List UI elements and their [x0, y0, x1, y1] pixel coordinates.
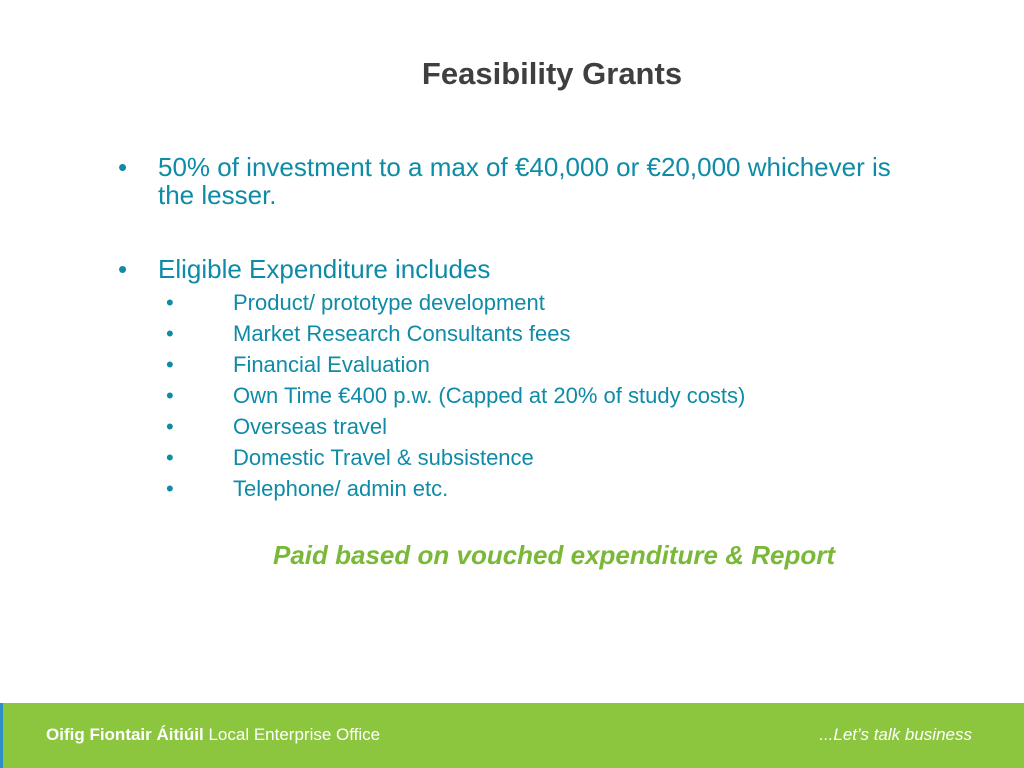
list-item-text: Domestic Travel & subsistence	[233, 445, 534, 470]
list-item	[118, 442, 898, 473]
list-item	[118, 349, 898, 380]
footer-org-english: Local Enterprise Office	[208, 725, 381, 744]
footer-tagline: ...Let’s talk business	[819, 725, 972, 744]
bullet-marker: •	[166, 476, 174, 501]
footer-bar	[0, 703, 1024, 768]
bullet-eligible-expenditure	[118, 255, 898, 283]
footer-org-name	[46, 725, 380, 745]
bullet-investment	[118, 153, 898, 209]
list-item	[118, 380, 898, 411]
bullet-marker: •	[166, 290, 174, 315]
list-item-text: Overseas travel	[233, 414, 388, 439]
list-item-text: Financial Evaluation	[233, 352, 430, 377]
bullet-text: Eligible Expenditure includes	[158, 254, 491, 284]
list-item	[118, 473, 898, 504]
bullet-marker: •	[118, 254, 128, 284]
list-item	[118, 411, 898, 442]
bullet-marker: •	[166, 445, 174, 470]
footer-edge-accent	[0, 703, 3, 768]
bullet-marker: •	[166, 383, 174, 408]
bullet-marker: •	[118, 152, 128, 182]
slide-title: Feasibility Grants	[421, 56, 683, 91]
payment-note: Paid based on vouched expenditure & Report	[273, 540, 835, 570]
list-item-text: Market Research Consultants fees	[233, 321, 571, 346]
bullet-text: 50% of investment to a max of €40,000 or €20,000 whichever is the lesser.	[158, 152, 891, 210]
list-item-text: Telephone/ admin etc.	[233, 476, 449, 501]
bullet-marker: •	[166, 414, 174, 439]
sub-bullet-list	[118, 287, 898, 504]
bullet-marker: •	[166, 321, 174, 346]
footer-org-irish: Oifig Fiontair Áitiúil	[46, 725, 204, 744]
list-item-text: Product/ prototype development	[233, 290, 545, 315]
bullet-list	[118, 153, 898, 504]
bullet-marker: •	[166, 352, 174, 377]
list-item	[118, 287, 898, 318]
list-item	[118, 318, 898, 349]
list-item-text: Own Time €400 p.w. (Capped at 20% of study costs)	[233, 383, 746, 408]
